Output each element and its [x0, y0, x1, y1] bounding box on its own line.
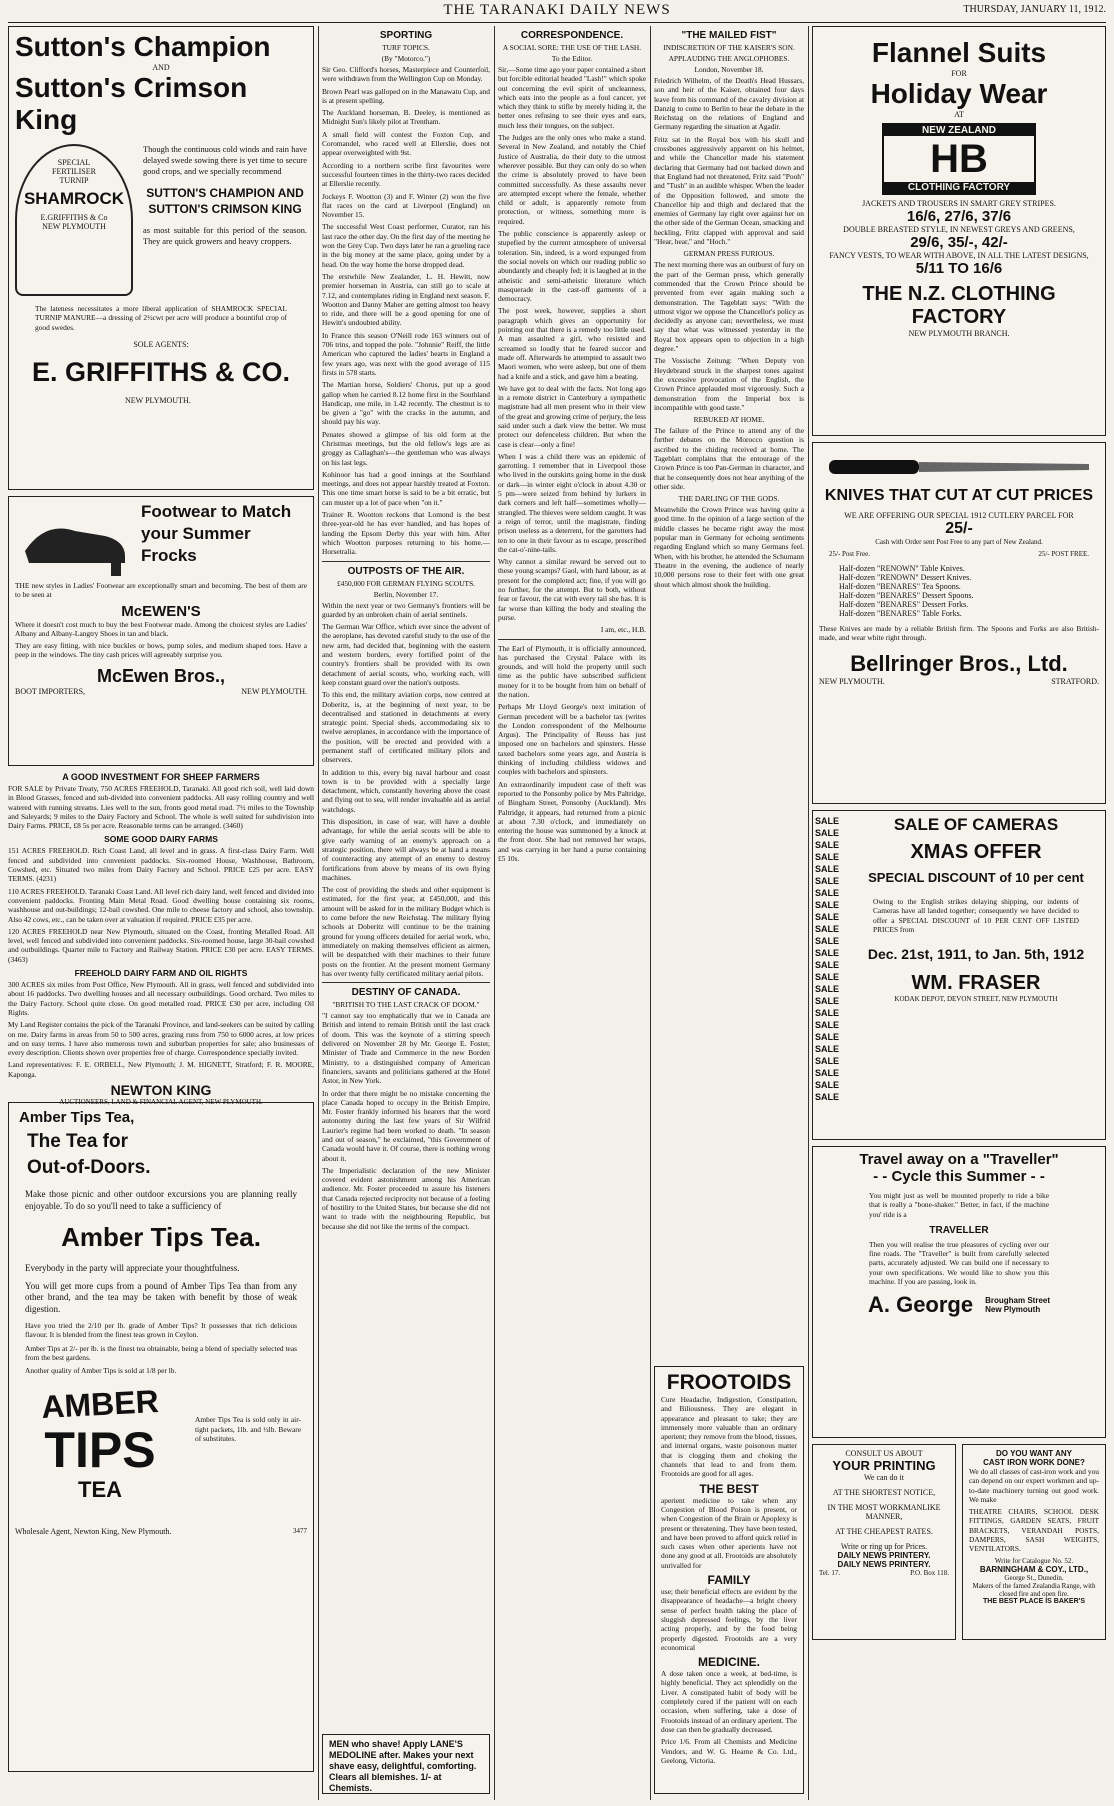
- barningham-firm: BARNINGHAM & COY., LTD.,: [979, 1564, 1089, 1574]
- amber-p1: Make those picnic and other outdoor excursions you are planning really enjoyable. To do so you'll need to take a sufficiency of: [25, 1189, 297, 1211]
- sutton-headline-2: Sutton's Crimson King: [15, 72, 248, 135]
- fancy-vests-line: FANCY VESTS, TO WEAR WITH ABOVE, IN ALL THE LATEST DESIGNS,: [829, 251, 1089, 260]
- newspaper-title: THE TARANAKI DAILY NEWS: [443, 2, 671, 18]
- printing-line: IN THE MOST WORKMANLIKE MANNER,: [827, 1503, 941, 1521]
- cutlery-offer: WE ARE OFFERING OUR SPECIAL 1912 CUTLERY PARCEL FOR: [844, 511, 1074, 520]
- article-paragraph: The Vossische Zeitung: "When Deputy von Heydebrand struck in the sharpest tones against the excessive provocation of the English, the Crown Prince applauded most vigorously. Such a demonstration from the Imperial box is incompatible with good taste.": [654, 356, 804, 412]
- list-item: Half-dozen "BENARES" Tea Spoons.: [839, 582, 961, 591]
- article-paragraph: The successful West Coast performer, Curator, ran his last race the other day. On the first day of the meeting he won the Grey Cup. Two days later he ran a grueling race in the big money at the same place, going under by a head. On the way home the horse dropped dead.: [322, 222, 490, 269]
- cast-catalogue: Write for Catalogue No. 52.: [994, 1556, 1074, 1565]
- list-item: Half-dozen "RENOWN" Table Knives.: [839, 564, 965, 573]
- article-paragraph: Penates showed a glimpse of his old form at the Christmas meetings, but the old fellow's legs are as groggy as Callaghan's—the gentleman who was always on his last legs.: [322, 429, 490, 467]
- list-item: Half-dozen "BENARES" Dessert Forks.: [839, 600, 969, 609]
- column-rule: [650, 26, 651, 1800]
- list-item: Half-dozen "BENARES" Dessert Spoons.: [839, 591, 974, 600]
- article-paragraph: When I was a child there was an epidemic of garrotting. I remember that in Liverpool those who lived in the outskirts going home in the dusk or dark—in winter eight o'clock in about 4.30 or 5 pm—were seized from behind by lurkers in dark corners and left half—sometimes wholly—strangled. The thieves were seldom caught. It was a reign of terror, until the magistrate, finding prison useless as a deterrent, for the garotters had ten to one in their favour as to escape, prescribed the cat-o'-nine-tails.: [498, 451, 646, 554]
- amber-p3: You will get more cups from a pound of Amber Tips Tea than from any other brand, and the tea may be taken with benefit by those of weak digestion.: [25, 1280, 297, 1314]
- amber-tips-logo: AMBER TIPS TEA: [40, 1383, 160, 1503]
- outposts-subheading: £450,000 FOR GERMAN FLYING SCOUTS.: [336, 578, 476, 588]
- article-paragraph: An extraordinarily impudent case of theft was reported to the Ponsonby police by Mrs Paltridge, of Bingham Street, Ponsonby (Auckland). Mrs Paltridge, it appears, had returned from a picnic at about 7.30 o'clock, and immediately on entering the house was summoned by a knock at the front door. She had not removed her wraps, and was carrying in her hand a purse containing £5 10s.: [498, 779, 646, 864]
- sutton-variety-names: SUTTON'S CHAMPION AND SUTTON'S CRIMSON KING: [146, 186, 304, 216]
- shoe-illustration-icon: [15, 501, 135, 581]
- amber-tips-advert: [8, 1102, 314, 1772]
- printing-advert: [812, 1444, 956, 1640]
- griffiths-town: NEW PLYMOUTH.: [125, 395, 191, 405]
- letter-salutation: To the Editor.: [551, 54, 593, 63]
- darling-heading: THE DARLING OF THE GODS.: [678, 494, 780, 504]
- article-paragraph: The Martian horse, Soldiers' Chorus, put up a good gallop when he carried 8.12 home first in the Southland Handicap, one mile, in 1.42 recently. The chestnut is to be given a "go" with the cracks in the autumn, and should pay his way.: [322, 380, 490, 427]
- barningham-makers: Makers of the famed Zealandia Range, with closed fire and open fire.: [972, 1581, 1096, 1598]
- nz-clothing-branch: NEW PLYMOUTH BRANCH.: [908, 329, 1010, 338]
- article-paragraph: According to a northern scribe first favourites were successful fourteen times in the thirty-two races decided at Ellerslie recently.: [322, 160, 490, 189]
- article-paragraph: Fritz sat in the Royal box with his skull and crossbones aggressively apparent on his helmet, and while the Chancellor made his statement declaring that Germany had not backed down and that England had not threatened, Fritz said "Pooh" and "Tush" in an audible whisper. When the leader of the Opposition followed, and smote the Chancellor hip and thigh and declared that the enemies of Germany lay right over against her on the other side of the German Ocean, smacking and heckling, Fritz clapped with approval and said "Hear, hear," and "Hoch.": [654, 134, 804, 247]
- article-paragraph: In addition to this, every big naval harbour and coast town is to be provided with a specially large detachment, which, constantly hovering above the coast and flying out to sea, will render invaluable aid as aerial watchdogs.: [322, 767, 490, 814]
- column-rule: [808, 26, 809, 1800]
- cutlery-price: 25/-: [945, 520, 973, 537]
- amber-p5: Amber Tips at 2/- per lb. is the finest tea obtainable, being a blend of specially selected teas from the best gardens.: [25, 1343, 297, 1362]
- post-free: 25/- Post Free.: [829, 550, 871, 558]
- article-paragraph: Sir Geo. Clifford's horses, Masterpiece and Counterfoil, were withdrawn from the Wellington Cup on Monday.: [322, 65, 490, 84]
- mcewen-firm: McEwen Bros.,: [96, 665, 226, 686]
- article-paragraph: Why cannot a similar reward be served out to these young scamps? Gaol, with hard labour, as at present for the completed act; fine, if you will go no further, for the attempt. But to both, without fear or favour, the cat with every tail she has. It is far worse than killing the body and stealing the purse.: [498, 557, 646, 622]
- newton-king-advert: [8, 772, 314, 1107]
- jackets-line: JACKETS AND TROUSERS IN SMART GREY STRIPES.: [862, 199, 1056, 208]
- sutton-intro: Though the continuous cold winds and rain have delayed swede sowing there is yet time to secure good crops, and we specially recommend: [143, 145, 307, 176]
- amber-line-3: Out-of-Doors.: [27, 1157, 151, 1178]
- traveller-p2: Then you will realise the true pleasures of cycling over our fine roads. The "Traveller" is built from carefully selected parts, accurately adjusted. We can build one if necessary to your own specifications. We would like to show you this machine. If you are passing, look in.: [869, 1239, 1049, 1287]
- issue-date: THURSDAY, JANUARY 11, 1912.: [963, 4, 1106, 15]
- mcewen-p3: They are easy fitting, with nice buckles or bows, pump soles, and medium shaped toes. Have a peep in the windows. The tiny cash prices will agreeably surprise you.: [15, 641, 307, 660]
- bellringer-advert: [812, 442, 1106, 804]
- column-2-sporting: [322, 26, 490, 1800]
- special-discount: SPECIAL DISCOUNT of 10 per cent: [868, 870, 1084, 885]
- printing-line: DAILY NEWS PRINTERY.: [837, 1551, 931, 1560]
- mailed-fist-sub-1: INDISCRETION OF THE KAISER'S SON.: [663, 43, 795, 52]
- farm-110-acres: 110 ACRES FREEHOLD. Taranaki Coast Land. All level rich dairy land, well fenced and divided into convenient paddocks. Fronting Main Metal Road. Good dwelling house containing six rooms, washhouse and out-buildings; 12-bail cowshed. One mile to cheese factory and school, also township. Also 42 cows, etc., can be taken over at valuation if required. PRICE £35 per acre.: [8, 886, 314, 924]
- bottom-adverts: [812, 1444, 1106, 1640]
- printing-line: Write or ring up for Prices.: [840, 1542, 928, 1551]
- frootoids-best: THE BEST: [699, 1481, 759, 1496]
- article-paragraph: The post week, however, supplies a short paragraph which gives an opportunity for pointing out that there is a remedy too little used. A man assaulted a girl, who resisted and screamed so loudly that he feared succor and made off. Afterwards he attempted to assault two Maori women, who were asleep, but one of them had a knife and a stick, and gave him a beating.: [498, 306, 646, 381]
- article-paragraph: Brown Pearl was galloped on in the Manawatu Cup, and is at present spelling.: [322, 86, 490, 105]
- cameras-text: Owing to the English strikes delaying shipping, our indents of Cameras have all landed together; consequently we have decided to offer a SPECIAL DISCOUNT of 10 PER CENT OFF LISTED PRICES from: [873, 897, 1079, 934]
- amber-line-2: The Tea for: [27, 1131, 128, 1152]
- dateline: London, November 18.: [694, 65, 764, 74]
- dateline: Berlin, November 17.: [373, 589, 439, 599]
- jackets-prices: 16/6, 27/6, 37/6: [906, 208, 1012, 225]
- article-paragraph: "I cannot say too emphatically that we in Canada are British and intend to remain British until the last crack of doom. This was the keynote of a stirring speech delivered on November 28 by Mr. George E. Foster, Minister of Trade and Commerce in the new Borden Ministry, to a distinguished company of American financiers, savants and politicians gathered at the Hotel Astor, in New York.: [322, 1011, 490, 1086]
- sutton-and: AND: [152, 63, 170, 72]
- sporting-heading: SPORTING: [379, 30, 433, 41]
- newton-king-sub: AUCTIONEERS, LAND & FINANCIAL AGENT, NEW PLYMOUTH.: [59, 1098, 263, 1107]
- sutton-suitable: as most suitable for this period of the season. They are quick growers and heavy croppers.: [143, 226, 307, 246]
- kodak-depot: KODAK DEPOT, DEVON STREET, NEW PLYMOUTH: [894, 995, 1058, 1004]
- double-breasted-line: DOUBLE BREASTED STYLE, IN NEWEST GREYS AND GREENS,: [843, 225, 1075, 234]
- printing-line: We can do it: [863, 1473, 904, 1482]
- knife-illustration-icon: [819, 447, 1099, 487]
- hb-logo: NEW ZEALAND HB CLOTHING FACTORY: [882, 123, 1036, 195]
- cast-iron-advert: [962, 1444, 1106, 1640]
- article-paragraph: This disposition, in case of war, will have a double advantage, for while the aerial scouts will be able to give early warning of an enemy's approach on a strategic position, there will always be at hand a means of counteracting any attempt of an enemy to destroy fortifications from above by means of its own flying machines.: [322, 817, 490, 882]
- article-paragraph: The failure of the Prince to attend any of the further debates on the Morocco question is ascribed to the chiding received at home. The Tageblatt complains that the entourage of the Crown Prince is too Pan-German in character, and that he consequently does not hear anything of the other side.: [654, 426, 804, 491]
- article-paragraph: The public conscience is apparently asleep or stupefied by the current atmosphere of universal toleration. Sin, indeed, is a word expunged from the social novels on which our reading public so abundantly and cheaply fed; it is laughed at in the atheistic and semi-atheistic literature which masquerade in the cast-off garments of a democracy.: [498, 229, 646, 304]
- list-item: Half-dozen "RENOWN" Dessert Knives.: [839, 573, 972, 582]
- griffiths-firm: E. GRIFFITHS & CO.: [31, 356, 290, 387]
- sutton-headline-1: Sutton's Champion: [15, 31, 271, 62]
- article-paragraph: Friedrich Wilhelm, of the Death's Head Hussars, son and heir of the Kaiser, obtained four days leave from his command of the cavalry division at Danzig to come to Berlin to hear the debate in the Reichstag on the relations of England and Germany regarding the situation at Agadir.: [654, 76, 804, 132]
- traveller-p1: You might just as well be mounted properly to ride a bike that is really a "bone-shaker." Better, in fact, if the machine you' ride is a: [869, 1191, 1049, 1219]
- traveller-cycle-advert: [812, 1146, 1106, 1438]
- article-paragraph: Meanwhile the Crown Prince was having quite a good time. In the opinion of a large section of the middle classes he became right away the most popular man in Germany for echoing sentiments regarding England which so many Germans feel. When, with his brother, he attended the Schumann Theatre in the evening, the audience of nearly 10,000 persons rose to their feet with one great shout which almost shook the building.: [654, 505, 804, 589]
- george-address-1: Brougham Street: [985, 1296, 1051, 1306]
- column-1: [8, 26, 314, 1800]
- destiny-heading: DESTINY OF CANADA.: [351, 987, 461, 999]
- column-5: [812, 26, 1106, 1800]
- traveller-headline: Travel away on a "Traveller": [859, 1151, 1059, 1168]
- amber-brand: Amber Tips Tea.: [61, 1222, 261, 1252]
- cash-with-order: Cash with Order sent Post Free to any part of New Zealand.: [875, 538, 1043, 546]
- article-paragraph: In order that there might be no mistake concerning the place Canada hoped to occupy in the British Empire, Mr. Foster frankly informed his hearers that the word autonomy during the last few years of Sir Wilfrid Laurier's regime had been worked to death. "In season and out of season," he exclaimed, "this Government of Canada would have it. Of course, there is nothing wrong about it.: [322, 1088, 490, 1163]
- dairy-farms-heading: SOME GOOD DAIRY FARMS: [104, 834, 218, 845]
- printing-box: P.O. Box 118.: [910, 1569, 949, 1577]
- oil-rights-heading: FREEHOLD DAIRY FARM AND OIL RIGHTS: [74, 968, 248, 979]
- amber-p6: Another quality of Amber Tips is sold at 1/8 per lb.: [25, 1366, 177, 1376]
- masthead: [8, 0, 1106, 23]
- amber-p4: Have you tried the 2/10 per lb. grade of Amber Tips? It possesses that rich delicious flavour. It is blended from the finest teas grown in Ceylon.: [25, 1321, 297, 1340]
- mailed-fist-sub-2: APPLAUDING THE ANGLOPHOBES.: [668, 54, 790, 63]
- nz-clothing-factory: THE N.Z. CLOTHING FACTORY: [862, 283, 1056, 328]
- article-paragraph: The Imperialistic declaration of the new Minister covered evident astonishment among his American audience. Mr. Foster proceeded to assure his listeners that Canada rejected reciprocity not because of a feeling of hostility to the United States, but because she did not want to trade with the neighbouring Republic, but because she did not like the terms of the compact.: [322, 1165, 490, 1231]
- mailed-fist-heading: "THE MAILED FIST": [681, 30, 777, 41]
- amber-wholesale: Wholesale Agent, Newton King, New Plymouth.: [15, 1527, 172, 1537]
- bellringer-firm: Bellringer Bros., Ltd.: [850, 650, 1068, 676]
- traveller-name: TRAVELLER: [929, 1224, 989, 1236]
- farm-151-acres: 151 ACRES FREEHOLD. Rich Coast Land, all level and in grass. A first-class Dairy Farm. Well fenced and subdivided into convenient paddocks. Six-roomed House, Washhouse, Bathroom, Cowshed, etc. Situated two miles from Dairy Factory and School. PRICE £25 per acre. EASY TERMS. (4231): [8, 846, 314, 884]
- letter-title: A SOCIAL SORE: THE USE OF THE LASH.: [502, 43, 642, 52]
- frootoids-medicine: MEDICINE.: [697, 1655, 760, 1670]
- bellringer-town-2: STRATFORD.: [1051, 676, 1099, 686]
- farm-750-acres: FOR SALE by Private Treaty, 750 ACRES FREEHOLD, Taranaki. All good rich soil, well laid down in Blood Grasses, fenced and sub-divided into convenient paddocks. All easy rolling country and well watered with running streams. Lies well to the sun, fronts good metal road. 7½ miles to the Township and Saleyards; 9 miles to the Dairy Factory and School. The whole is well suited for subdivision into Dairy Farms. PRICE, £8 5s per acre. Reasonable terms can be arranged. (3460): [8, 784, 314, 831]
- sole-agents: SOLE AGENTS:: [133, 339, 189, 349]
- frootoids-advert: [654, 1366, 804, 1794]
- frootoids-text: A dose taken once a week, at bed-time, is highly beneficial. They act splendidly on the Liver. A constipated habit of body will be completely cured if the patient will on each occasion, when suffering, take a dose of Frootoids instead of an ordinary aperient. The dose can then be gradually decreased.: [661, 1669, 797, 1734]
- article-paragraph: The German War Office, which ever since the advent of the aeroplane, has devoted careful study to the use of the new arm, had decided that, beginning with the eastern and western borders, every fortified point of the country's frontiers shall be provided with its own detachment of aerial scouts, who, working each, will keep constant guard over the nation's outposts.: [322, 622, 490, 687]
- list-item: Half-dozen "BENARES" Table Forks.: [839, 609, 962, 618]
- amber-p2: Everybody in the party will appreciate your thoughtfulness.: [25, 1263, 240, 1273]
- amber-code: 3477: [293, 1527, 307, 1536]
- newton-king-firm: NEWTON KING: [110, 1082, 212, 1099]
- sale-of-cameras: SALE OF CAMERAS: [893, 815, 1059, 834]
- press-furious-heading: GERMAN PRESS FURIOUS.: [683, 249, 775, 259]
- correspondence-heading: CORRESPONDENCE.: [520, 30, 624, 41]
- printing-line: AT THE CHEAPEST RATES.: [835, 1527, 933, 1536]
- farm-120-acres: 120 ACRES FREEHOLD near New Plymouth, situated on the Coast, fronting Metalled Road. All level, well fenced and subdivided into convenient paddocks. Six-roomed house, large 30-bail cowshed and outbuildings. Quarter mile to Factory and Railway Station. PRICE £30 per acre. EASY TERMS. (3463): [8, 926, 314, 964]
- lanes-medoline-advert: MEN who shave! Apply LANE'S MEDOLINE after. Makes your next shave easy, delightful, comforting. Clears all blemishes. 1/- at Chemists.: [322, 1734, 490, 1794]
- fraser-firm: WM. FRASER: [911, 972, 1041, 995]
- printing-line: DAILY NEWS PRINTERY.: [837, 1560, 931, 1569]
- george-address-2: New Plymouth: [985, 1305, 1041, 1315]
- frootoids-text: Cure Headache, Indigestion, Constipation, and Biliousness. They are elegant in appearance and pleasant to take; they are immensely more valuable than an ordinary aperient; they remove from the blood, tissues, and internal organs, waste poisonous matter that is clogging them and choking the channels that lead to and from them. Frootoids are good for all ages.: [661, 1395, 797, 1479]
- frootoids-text: aperient medicine to take when any Congestion of Blood Poison is present, or when Congestion of the Brain or Apoplexy is present or threatening. They have been tested, and have been proved to afford quick relief in such cases when other aperients have not done any good at all. Frootoids are absolutely unrivalled for: [661, 1495, 797, 1570]
- article-paragraph: A small field will contest the Foxton Cup, and Coromandel, who raced well at Ellerslie, does not appear overweighted with 9st.: [322, 129, 490, 158]
- column-4: [654, 26, 804, 1800]
- article-paragraph: Within the next year or two Germany's frontiers will be guarded by an unbroken chain of aerial sentinels.: [322, 600, 490, 619]
- cast-heading: DO YOU WANT ANY: [995, 1449, 1072, 1458]
- mcewen-p2: Where it doesn't cost much to buy the best Footwear made. Among the choicest styles are Ladies' Albany and Albany-Langtry Shoes in tan and black.: [15, 619, 307, 638]
- printing-line: CONSULT US ABOUT: [845, 1449, 923, 1458]
- rebuked-heading: REBUKED AT HOME.: [693, 415, 765, 425]
- article-paragraph: The Judges are the only ones who make a stand. Several in New Zealand, and notably the Chief Justice of Australia, do their duty to the utmost wherever possible. But they can only do so when the crime is absolutely proved to have been committed successfully. As these assaults never are attempted except where the female, whether child or adult, is apparently remote from protection, or witness, something more is required.: [498, 133, 646, 226]
- flannel-for: FOR: [951, 69, 967, 78]
- article-paragraph: The Auckland horseman, B. Deeley, is mentioned as Midnight Sun's likely pilot at Trentham.: [322, 108, 490, 127]
- printing-line: YOUR PRINTING: [832, 1458, 936, 1473]
- cutlery-list: [839, 564, 1079, 618]
- frootoids-title: FROOTOIDS: [666, 1371, 792, 1394]
- turf-topics: TURF TOPICS.: [382, 43, 430, 52]
- flannel-title: Flannel Suits: [871, 37, 1047, 68]
- flannel-at: AT: [954, 110, 964, 119]
- cast-text: THEATRE CHAIRS, SCHOOL DESK FITTINGS, GARDEN SEATS, FRUIT BRACKETS, VERANDAH POSTS, DAMPERS, SASH WEIGHTS, VENTILATORS.: [969, 1507, 1099, 1554]
- column-3-correspondence: [498, 26, 646, 1800]
- sale-dates: Dec. 21st, 1911, to Jan. 5th, 1912: [867, 946, 1085, 963]
- cast-text: We do all classes of cast-iron work and you can depend on our expert workmen and up-to-date machinery turning out good work. We make: [969, 1467, 1099, 1504]
- printing-tel: Tel. 17.: [819, 1569, 841, 1577]
- cycle-this-summer: - - Cycle this Summer - -: [873, 1168, 1045, 1185]
- knives-note: These Knives are made by a reliable British firm. The Spoons and Forks are also British-made, and wear white right through.: [819, 624, 1099, 643]
- barningham-location: George St., Dunedin.: [1004, 1573, 1064, 1582]
- george-firm: A. George: [867, 1292, 974, 1318]
- amber-line-1: Amber Tips Tea,: [19, 1109, 135, 1126]
- article-paragraph: The Earl of Plymouth, it is officially announced, has purchased the Crystal Palace with its grounds, and will hold the property until such time as the public have subscribed sufficient money for it to be bought from him on behalf of the nation.: [498, 643, 646, 699]
- article-paragraph: We have got to deal with the facts. Not long ago in a remote district in Canterbury a sympathetic magistrate had all men present who in their view of the great and growing crime of perjury, the less said under such a dark view the better. We must protect our defenceless children. But when the case is clear—only a fine!: [498, 383, 646, 449]
- letter-signature: I am, etc., H.B.: [600, 625, 646, 635]
- article-paragraph: Sir,—Some time ago your paper contained a short but forcible editorial headed "Lash!" which spoke out concerning the evil spirit of uncleanness, which eats into the people as a foul cancer, yet which they think to stifle by merely hiding it, the better ones refusing to see their eyes and ears, much less their tongues, on the subject.: [498, 65, 646, 130]
- article-paragraph: The cost of providing the sheds and other equipment is estimated, for the first year, at £450,000, and this amount will be asked for in the military Budget which is to come before the new Reichstag. The military flying schools at Doberitz will continue to be the training ground for young officers detailed for aerial work, who, immediately on making themselves efficient as airmen, will be despatched with their machines to their future posts on the frontier. At the present moment Germany has over twenty fully certificated military aerial pilots.: [322, 885, 490, 978]
- farm-heading: A GOOD INVESTMENT FOR SHEEP FARMERS: [62, 772, 260, 782]
- land-register: My Land Register contains the pick of the Taranaki Province, and land-seekers can be suited by calling on me. Dairy farms in areas from 50 to 500 acres, grazing runs from 750 to 6000 acres, at low prices and on easy terms. I have also numerous town and suburban properties for sale; also businesses of every description. Clients shown over properties free of charge. Correspondence specially invited.: [8, 1020, 314, 1058]
- sale-strip-left: SALE SALE SALE SALE SALE SALE SALE SALE SALE SALE SALE SALE SALE SALE SALE SALE SALE SALE SALE SALE SALE SALE SALE SALE: [815, 816, 840, 1102]
- article-paragraph: Perhaps Mr Lloyd George's next imitation of German precedent will be a bachelor tax (writes the London correspondent of the Melbourne Argus). The Principality of Reuss has just imposed one on bachelors and spinsters. Hesse taxed bachelors some years ago, and Austria is thinking of including childless widows and couples with bachelors and spinsters.: [498, 702, 646, 777]
- outposts-heading: OUTPOSTS OF THE AIR.: [347, 565, 465, 577]
- double-breasted-prices: 29/6, 35/-, 42/-: [910, 234, 1008, 251]
- article-paragraph: Jockeys F. Wootton (3) and F. Winter (2) won the five flat races on the card at Liverpool (England) on November 15.: [322, 191, 490, 220]
- article-paragraph: In France this season O'Neill rode 163 winners out of 706 trins, and topped the pole. "Johnnie" Reiff, the little American who captured the ladies' hearts in England a few years ago, was next with the good average of 115 firsts in 578 starts.: [322, 330, 490, 377]
- mcewens-shop: McEWEN'S: [121, 602, 201, 620]
- mcewen-advert: [8, 496, 314, 766]
- post-free: 25/- POST FREE.: [1038, 550, 1089, 558]
- shamrock-logo: SPECIAL FERTILISER TURNIP SHAMROCK E.GRIFFITHS & Co NEW PLYMOUTH: [15, 144, 133, 296]
- mcewen-headline: Footwear to Match your Summer Frocks: [141, 502, 292, 565]
- amber-side-note: Amber Tips Tea is sold only in air-tight packets, 1lb. and ½lb. Beware of substitutes.: [195, 1415, 301, 1444]
- frootoids-family: FAMILY: [707, 1573, 751, 1588]
- article-paragraph: The next morning there was an outburst of fury on the part of the German press, which generally commended that the Crown Prince should be prevented from ever again making such a demonstration. The Tageblatt says: "With the utmost vigor we oppose the Chancellor's policy as decidedly as anyone can; nevertheless, we must say that what was witnessed yesterday in the Royal box appears open to objection in a high degree.": [654, 260, 804, 354]
- frootoids-price: Price 1/6. From all Chemists and Medicine Vendors, and W. G. Hearne & Co. Ltd., Geelong, Victoria.: [661, 1737, 797, 1765]
- bellringer-town-1: NEW PLYMOUTH.: [819, 676, 885, 686]
- article-paragraph: Kohinoor has had a good innings at the Southland meetings, and does not appear harshly treated at Foxton. This one time smart horse is said to be a bit erratic, but can muster up a lot of pace when "on it.": [322, 469, 490, 507]
- destiny-subheading: "BRITISH TO THE LAST CRACK OF DOOM.": [332, 1000, 480, 1010]
- column-rule: [494, 26, 495, 1800]
- knives-banner: KNIVES THAT CUT AT CUT PRICES: [824, 487, 1094, 504]
- byline: (By "Motorco."): [381, 54, 431, 63]
- column-rule: [318, 26, 319, 1800]
- mcewen-trade: BOOT IMPORTERS,: [15, 686, 86, 696]
- mcewen-town: NEW PLYMOUTH.: [241, 686, 307, 696]
- article-paragraph: To this end, the military aviation corps, now centred at Doberitz, is, at the beginning of next year, to be decentralised and stationed in detachments at every strategic point. Special sheds, accommodating six to twelve aeroplanes, in accordance with the importance of the position, will be erected and provided with a permanent staff of certificated military pilots and observers.: [322, 690, 490, 765]
- article-paragraph: Trainer R. Wootton reckons that Lomond is the best three-year-old he has ever handled, and has hopes of landing the Epsom Derby this year with him. After which Wootton purposes returning to his home.—Horsetralia.: [322, 510, 490, 557]
- xmas-offer: XMAS OFFER: [910, 841, 1042, 863]
- sutton-lateness: The lateness necessitates a more liberal application of SHAMROCK SPECIAL TURNIP MANURE—a dressing of 2½cwt per acre will produce a bountiful crop of good swedes.: [35, 304, 287, 332]
- flannel-suits-advert: [812, 26, 1106, 436]
- article-paragraph: The erstwhile New Zealander, L. H. Hewitt, now premier horseman in Austria, can still go to scale at 7.12, and contemplates riding in England next season. F. Wootton and Danny Maher are getting almost too heavy to ride, and there will be a good opening for one of Hewitt's undoubted ability.: [322, 271, 490, 328]
- mcewen-p1: THE new styles in Ladies' Footwear are exceptionally smart and becoming. The best of them are to be seen at: [15, 581, 307, 600]
- fraser-cameras-advert: [812, 810, 1106, 1140]
- land-representatives: Land representatives: F. E. ORBELL, New Plymouth; J. M. HIGNETT, Stratford; F. R. MOORE, Kaponga.: [8, 1060, 314, 1079]
- holiday-wear: Holiday Wear: [870, 78, 1048, 109]
- fancy-vests-prices: 5/11 TO 16/6: [915, 260, 1003, 277]
- cast-heading: CAST IRON WORK DONE?: [983, 1458, 1085, 1467]
- printing-line: AT THE SHORTEST NOTICE,: [832, 1488, 936, 1497]
- farm-300-acres: 300 ACRES six miles from Post Office, New Plymouth. All in grass, well fenced and subdivided into about 16 paddocks. Two dwelling houses and all necessary outbuildings. Good orchard. Two miles to the Dairy Factory. School quite close. On good metalled road. PRICE £30 per acre, including Oil Rights.: [8, 980, 314, 1017]
- bakers-line: THE BEST PLACE IS BAKER'S: [982, 1597, 1085, 1605]
- sutton-advert: [8, 26, 314, 490]
- frootoids-text: use; their beneficial effects are evident by the disappearance of headache—a bright cheery sense of perfect health taking the place of sluggish depressed feelings, by the liver acting properly, and by the food being properly digested. Frootoids are a very economical: [661, 1587, 797, 1652]
